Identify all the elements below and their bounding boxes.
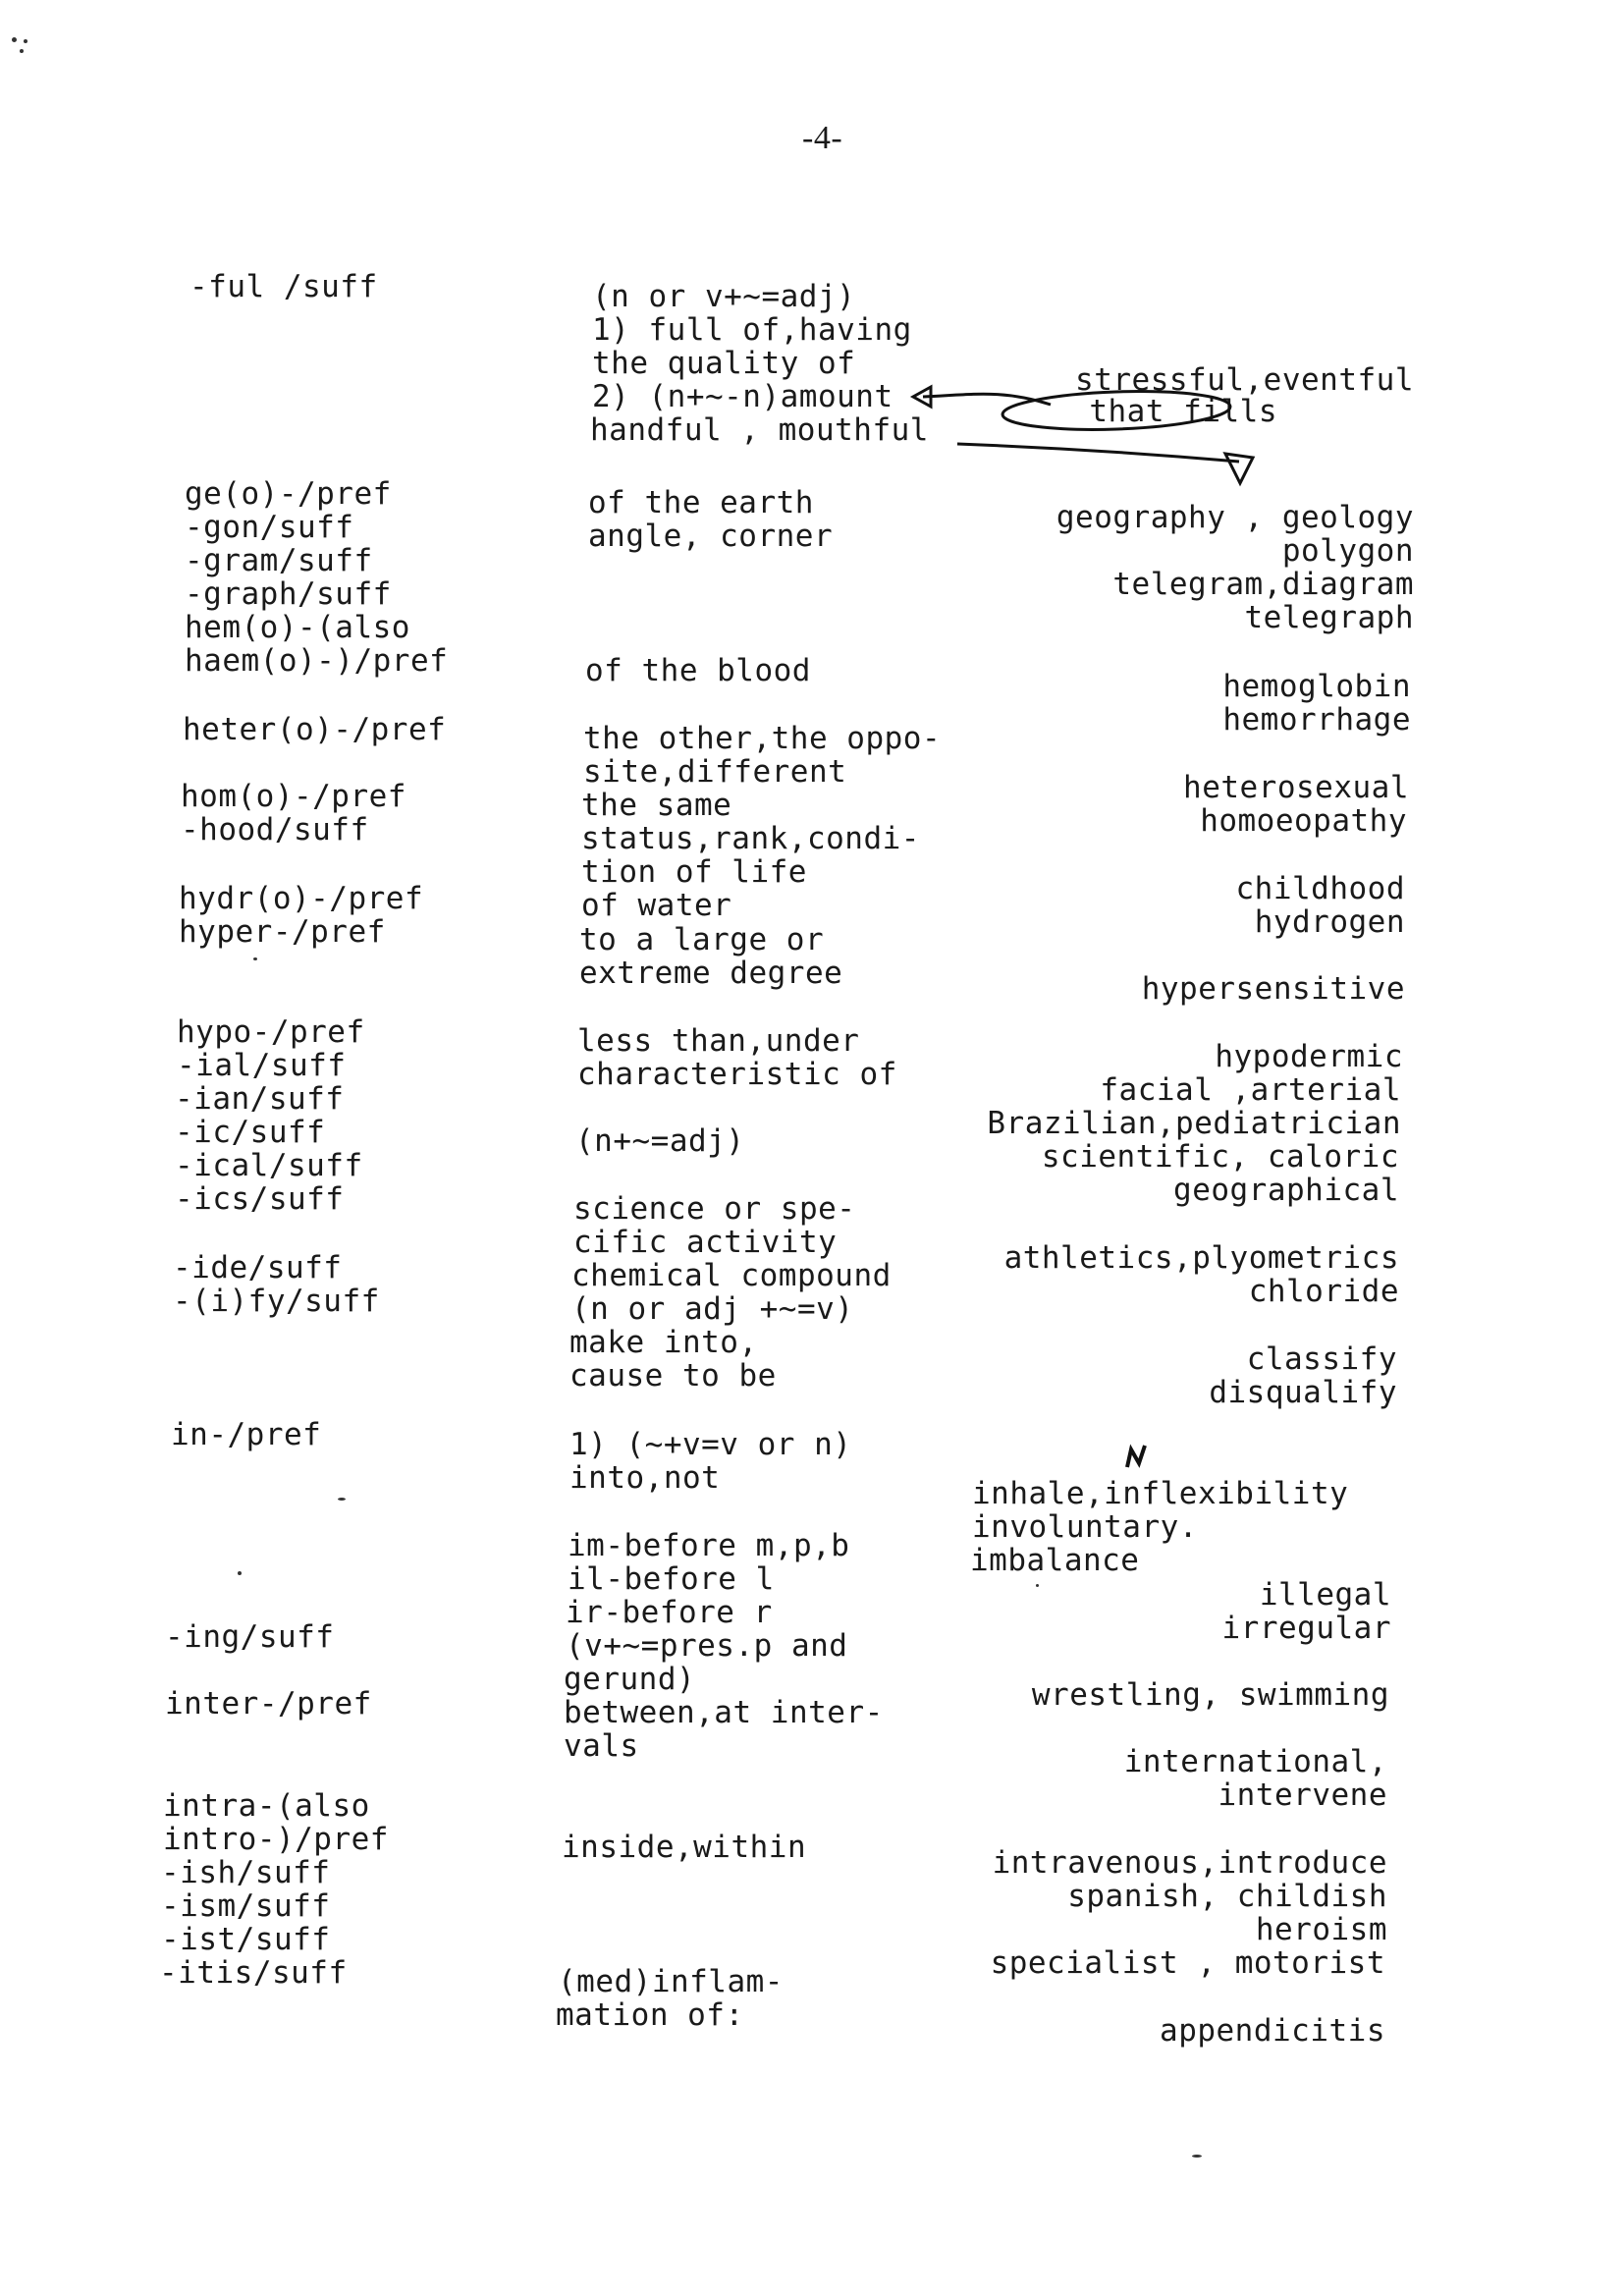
meaning-line: extreme degree <box>579 956 843 991</box>
example-line: chloride <box>1248 1274 1399 1309</box>
affix-entry: -ful /suff <box>189 269 378 304</box>
meaning-line: 1) full of,having <box>592 312 912 348</box>
example-line: specialist , motorist <box>990 1945 1385 1981</box>
handwritten-arrow-from-mouthful <box>957 444 1239 462</box>
page-number: -4- <box>802 120 843 156</box>
example-line: hemoglobin <box>1222 669 1411 704</box>
meaning-line: inside,within <box>562 1830 807 1865</box>
example-line: heterosexual <box>1183 770 1409 805</box>
affix-entry: -gon/suff <box>185 510 354 545</box>
meaning-line: vals <box>564 1728 639 1764</box>
affix-entry: -(i)fy/suff <box>173 1284 380 1319</box>
meaning-line: to a large or <box>579 922 825 957</box>
example-line: Brazilian,pediatrician <box>987 1106 1401 1141</box>
affix-entry: hem(o)-(also <box>185 610 410 645</box>
meaning-line: ir-before r <box>566 1595 773 1630</box>
meaning-line: make into, <box>569 1325 758 1360</box>
meaning-line: of the blood <box>585 653 811 688</box>
example-line: geography , geology <box>1056 500 1414 535</box>
example-line: childhood <box>1235 871 1405 906</box>
example-line: intravenous,introduce <box>992 1845 1387 1881</box>
example-line: illegal <box>1259 1577 1391 1613</box>
meaning-line: (n or v+~=adj) <box>592 279 856 314</box>
example-line: facial ,arterial <box>1100 1072 1401 1108</box>
meaning-line: tion of life <box>581 854 807 890</box>
meaning-line: cause to be <box>569 1358 777 1394</box>
meaning-line: site,different <box>583 754 847 790</box>
example-line: geographical <box>1173 1173 1399 1208</box>
example-line: intervene <box>1218 1777 1387 1813</box>
meaning-line: im-before m,p,b <box>568 1528 850 1563</box>
example-line: wrestling, swimming <box>1031 1677 1389 1713</box>
meaning-line: handful , mouthful <box>590 412 929 448</box>
affix-entry: -ics/suff <box>175 1181 345 1217</box>
example-line: heroism <box>1255 1912 1387 1947</box>
example-line: international, <box>1123 1744 1387 1779</box>
example-line: polygon <box>1281 533 1414 569</box>
meaning-line: characteristic of <box>577 1057 897 1092</box>
meaning-line: science or spe- <box>573 1191 856 1227</box>
meaning-line: less than,under <box>577 1023 860 1059</box>
meaning-line: the same <box>581 788 732 823</box>
affix-entry: -ism/suff <box>161 1888 331 1924</box>
affix-entry: intro-)/pref <box>163 1822 389 1857</box>
example-line: stressful,eventful <box>1075 362 1414 398</box>
affix-entry: intra-(also <box>163 1788 370 1824</box>
meaning-line: 1) (~+v=v or n) <box>569 1427 852 1462</box>
scan-speck <box>338 1498 346 1501</box>
example-line: hydrogen <box>1254 904 1405 940</box>
affix-entry: -ide/suff <box>173 1250 343 1285</box>
affix-entry: -graph/suff <box>185 576 392 612</box>
meaning-line: gerund) <box>564 1662 696 1697</box>
example-line: hypodermic <box>1215 1039 1403 1074</box>
scan-speck <box>12 37 17 42</box>
affix-entry: -gram/suff <box>185 543 373 578</box>
meaning-line: into,not <box>569 1460 721 1496</box>
example-line: appendicitis <box>1160 2013 1385 2049</box>
example-line: athletics,plyometrics <box>1003 1240 1399 1276</box>
example-line: scientific, caloric <box>1041 1139 1399 1175</box>
meaning-line: cific activity <box>573 1225 838 1260</box>
example-line: hemorrhage <box>1222 702 1411 738</box>
example-line: telegraph <box>1244 600 1414 635</box>
meaning-line: 2) (n+~-n)amount <box>592 379 893 414</box>
affix-entry: -itis/suff <box>159 1955 348 1991</box>
example-line: homoeopathy <box>1200 803 1407 839</box>
affix-entry: heter(o)-/pref <box>183 712 447 747</box>
meaning-line: between,at inter- <box>564 1695 884 1730</box>
affix-entry: hydr(o)-/pref <box>179 881 424 916</box>
affix-entry: hyper-/pref <box>179 914 386 950</box>
meaning-line: status,rank,condi- <box>581 821 920 856</box>
scan-speck <box>238 1571 242 1575</box>
affix-entry: in-/pref <box>171 1417 322 1452</box>
affix-entry: -ic/suff <box>175 1115 326 1150</box>
meaning-line: of the earth <box>588 485 814 520</box>
meaning-line: (n or adj +~=v) <box>571 1291 854 1327</box>
affix-entry: -ish/suff <box>161 1855 331 1890</box>
example-line: inhale,inflexibility <box>972 1476 1349 1511</box>
meaning-line: il-before l <box>568 1561 775 1597</box>
arrow-head-left <box>913 387 931 407</box>
example-line: imbalance <box>970 1543 1140 1578</box>
example-line: classify <box>1246 1341 1397 1377</box>
meaning-line: the quality of <box>592 346 856 381</box>
example-line: that fills <box>1089 394 1277 429</box>
meaning-line: (med)inflam- <box>558 1964 784 1999</box>
example-line: hypersensitive <box>1141 971 1405 1007</box>
example-line: involuntary. <box>972 1509 1198 1545</box>
example-line: disqualify <box>1209 1375 1397 1410</box>
meaning-line: the other,the oppo- <box>583 721 942 756</box>
affix-entry: -ial/suff <box>177 1048 347 1083</box>
example-line: irregular <box>1221 1611 1391 1646</box>
affix-entry: -ing/suff <box>165 1619 335 1655</box>
meaning-line: chemical compound <box>571 1258 892 1293</box>
meaning-line: (v+~=pres.p and <box>566 1628 848 1664</box>
affix-entry: haem(o)-)/pref <box>185 643 449 679</box>
arrow-head-down <box>1225 454 1253 483</box>
scan-speck <box>1192 2155 1202 2158</box>
handwritten-arrow-to-amount <box>923 394 1051 405</box>
affix-entry: -ist/suff <box>161 1922 331 1957</box>
meaning-line: of water <box>581 888 732 923</box>
meaning-line: mation of: <box>556 1997 744 2033</box>
affix-entry: hom(o)-/pref <box>181 779 406 814</box>
scan-speck <box>253 957 257 960</box>
affix-entry: hypo-/pref <box>177 1014 365 1050</box>
affix-entry: inter-/pref <box>165 1686 372 1722</box>
affix-entry: ge(o)-/pref <box>185 476 392 512</box>
affix-entry: -ical/suff <box>175 1148 363 1183</box>
scan-speck <box>20 49 24 53</box>
meaning-line: (n+~=adj) <box>575 1123 745 1159</box>
example-line: spanish, childish <box>1067 1879 1387 1914</box>
meaning-line: angle, corner <box>588 519 834 554</box>
scan-speck <box>24 39 27 43</box>
example-line: telegram,diagram <box>1112 567 1414 602</box>
scan-speck <box>1036 1584 1039 1587</box>
affix-entry: -hood/suff <box>181 812 369 847</box>
handwritten-n-correction <box>1127 1446 1145 1467</box>
affix-entry: -ian/suff <box>175 1081 345 1117</box>
